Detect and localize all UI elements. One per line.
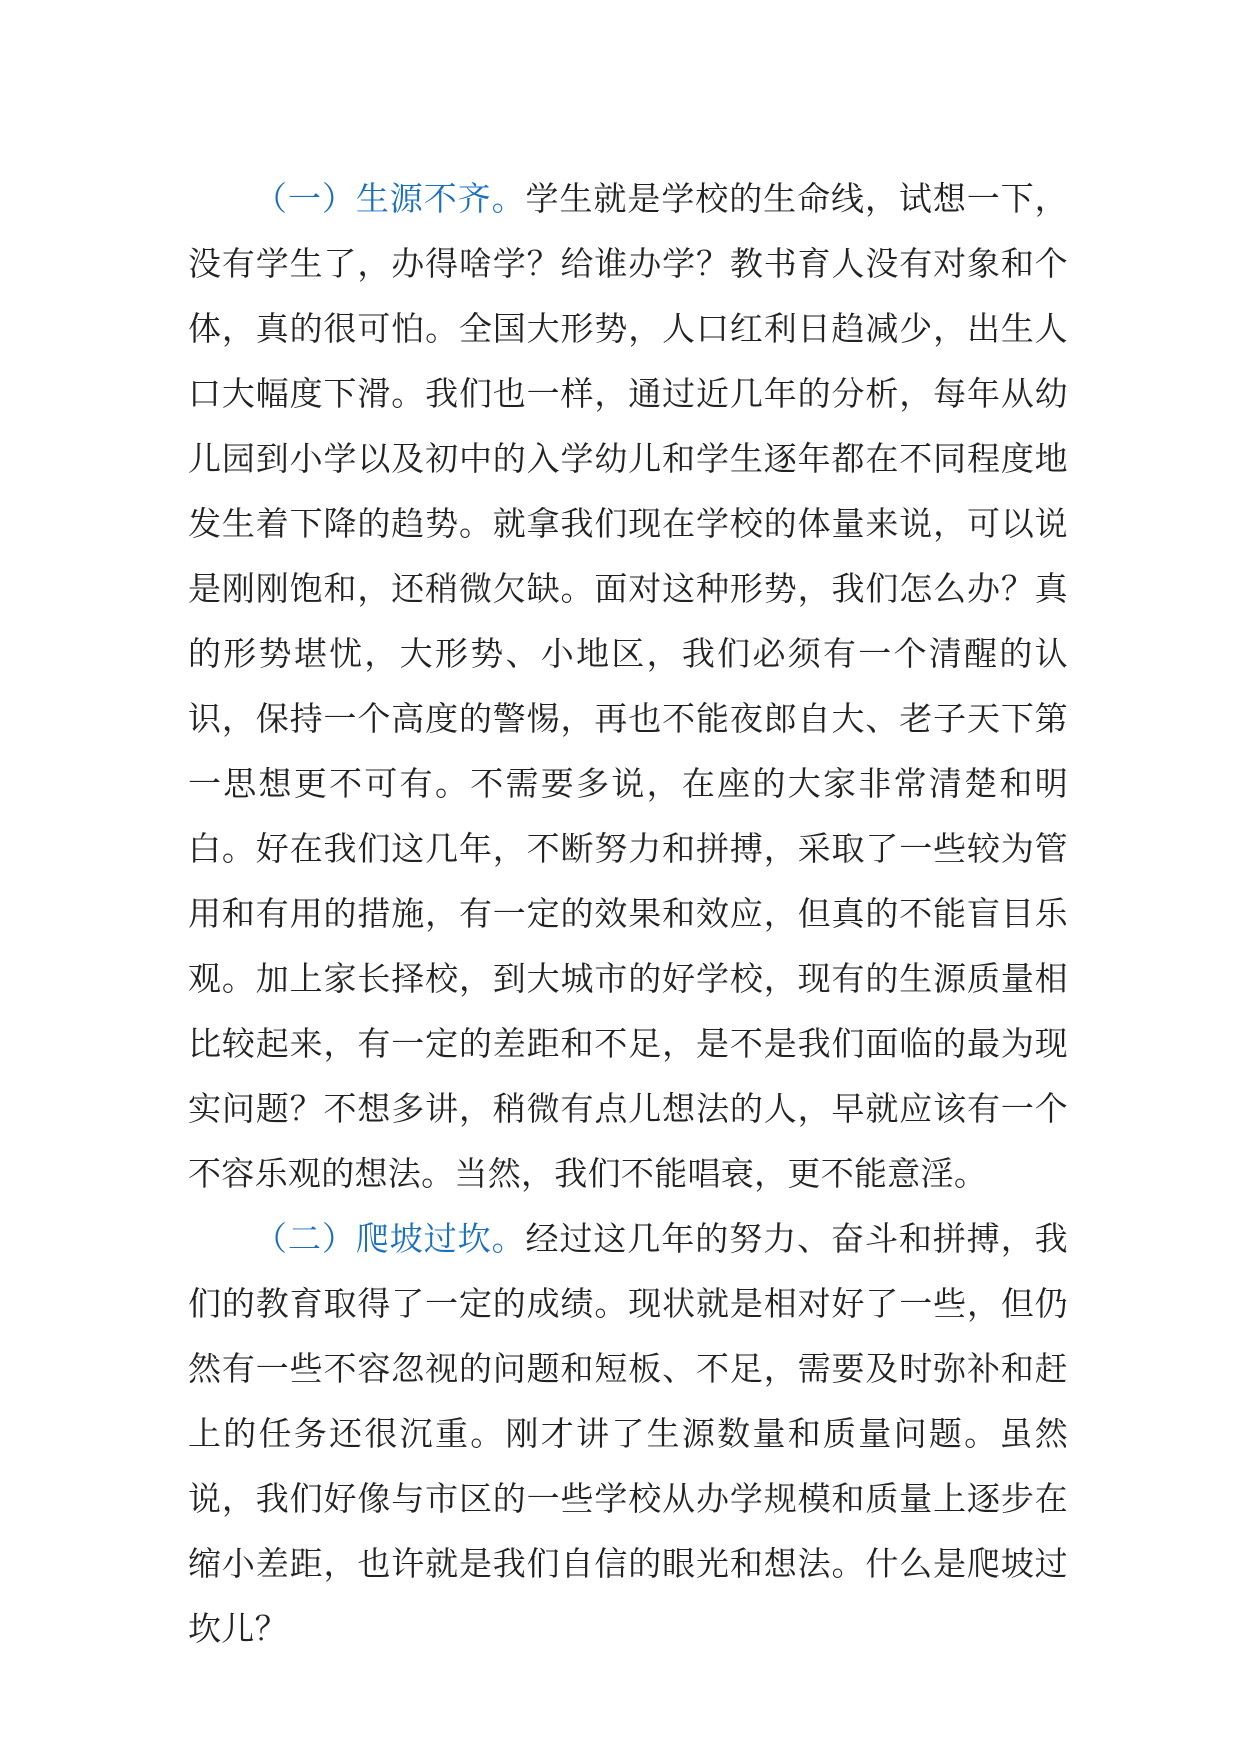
- paragraph-text-2: 经过这几年的努力、奋斗和拼搏，我们的教育取得了一定的成绩。现状就是相对好了一些，但仍然有一些不容忽视的问题和短板、不足，需要及时弥补和赶上的任务还很沉重。刚才讲了生源数量和质量问题。虽然说，我们好像与市区的一些学校从办学规模和质量上逐步在缩小差距，也许就是我们自信的眼光和想法。什么是爬坡过坎儿？: [188, 1219, 1068, 1648]
- section-heading-2: （二）爬坡过坎。: [254, 1219, 526, 1258]
- paragraph-student-source: [188, 166, 1068, 1206]
- paragraph-climbing-slope: [188, 1206, 1068, 1661]
- paragraph-text-1: 学生就是学校的生命线，试想一下，没有学生了，办得啥学？给谁办学？教书育人没有对象和个体，真的很可怕。全国大形势，人口红利日趋减少，出生人口大幅度下滑。我们也一样，通过近几年的分析，每年从幼儿园到小学以及初中的入学幼儿和学生逐年都在不同程度地发生着下降的趋势。就拿我们现在学校的体量来说，可以说是刚刚饱和，还稍微欠缺。面对这种形势，我们怎么办？真的形势堪忧，大形势、小地区，我们必须有一个清醒的认识，保持一个高度的警惕，再也不能夜郎自大、老子天下第一思想更不可有。不需要多说，在座的大家非常清楚和明白。好在我们这几年，不断努力和拼搏，采取了一些较为管用和有用的措施，有一定的效果和效应，但真的不能盲目乐观。加上家长择校，到大城市的好学校，现有的生源质量相比较起来，有一定的差距和不足，是不是我们面临的最为现实问题？不想多讲，稍微有点儿想法的人，早就应该有一个不容乐观的想法。当然，我们不能唱衰，更不能意淫。: [188, 179, 1068, 1193]
- section-heading-1: （一）生源不齐。: [254, 179, 526, 218]
- document-body: [188, 166, 1068, 1661]
